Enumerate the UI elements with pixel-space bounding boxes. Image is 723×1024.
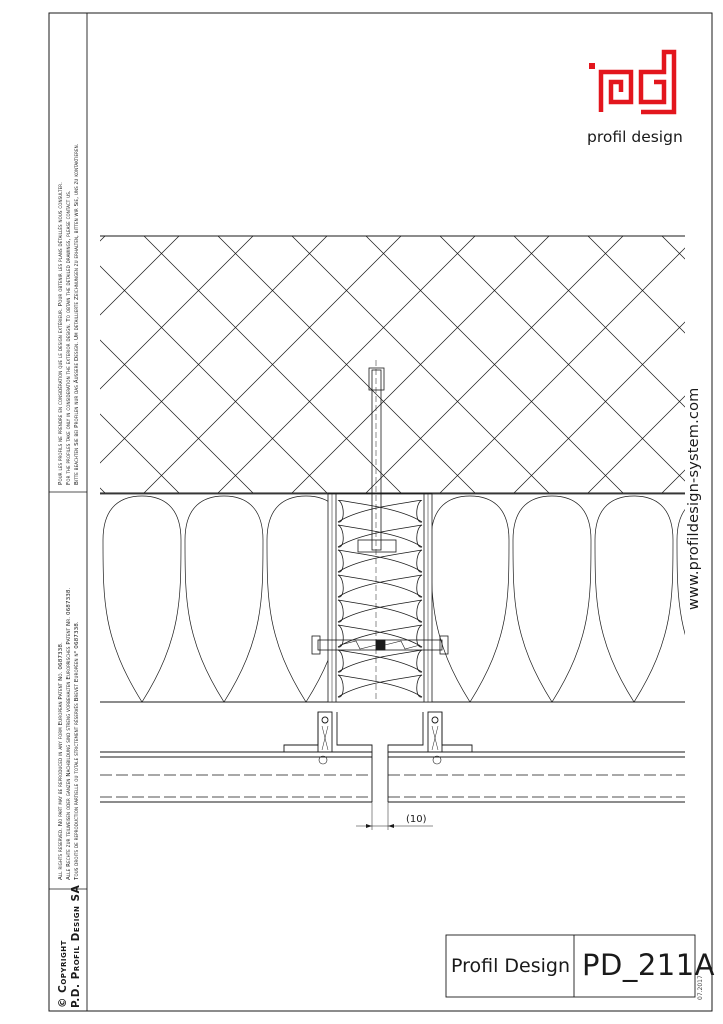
title-block-frame [446,935,695,997]
rights-notice-de: Alle Rechte zur teilweisen oder ganzen Nachbildung sind streng vorbehalten Europäisches Patent Nr. 0687338. [65,587,72,880]
profil-design-logo-icon [589,52,674,112]
dimension-label: (10) [406,814,427,825]
central-profile [312,360,448,702]
rights-notice-en: All rights reserved. No part may be reproduced in any form European Patent No. 0687338. [58,642,64,880]
website-url: www.profildesign-system.com [686,387,702,610]
title-block-company: Profil Design [451,955,571,977]
logo-brand-name: profil design [587,128,683,146]
glazing-section [100,712,685,830]
design-notice-de: Bitte beachten Sie bei Profilen nur das Äussere Design. Um detaillierte Zeichnungen zu erhalten, bitten wir Sie, uns zu kontaktieren. [73,143,80,485]
rights-notice-fr: Tous droits de reproduction partielle ou totale strictement réservés Brevet Européen n° 0687338. [73,621,80,880]
mesh-panel [0,236,723,493]
design-notice-fr: Pour les profils ne prendre en considération que le design extérieur. Pour obtenir les plans détaillés nous consulter. [58,182,64,485]
copyright-title: © Copyright [57,940,69,1008]
title-block-drawing-code: PD_211A [582,948,716,982]
design-notice-en: For the profiles take only in consideration the exterior design. To obtain the detailed drawings, please contact us. [65,190,72,485]
title-block-date: 07.2017 [697,975,704,1000]
copyright-company: P.D. Profil Design SA [70,884,82,1008]
